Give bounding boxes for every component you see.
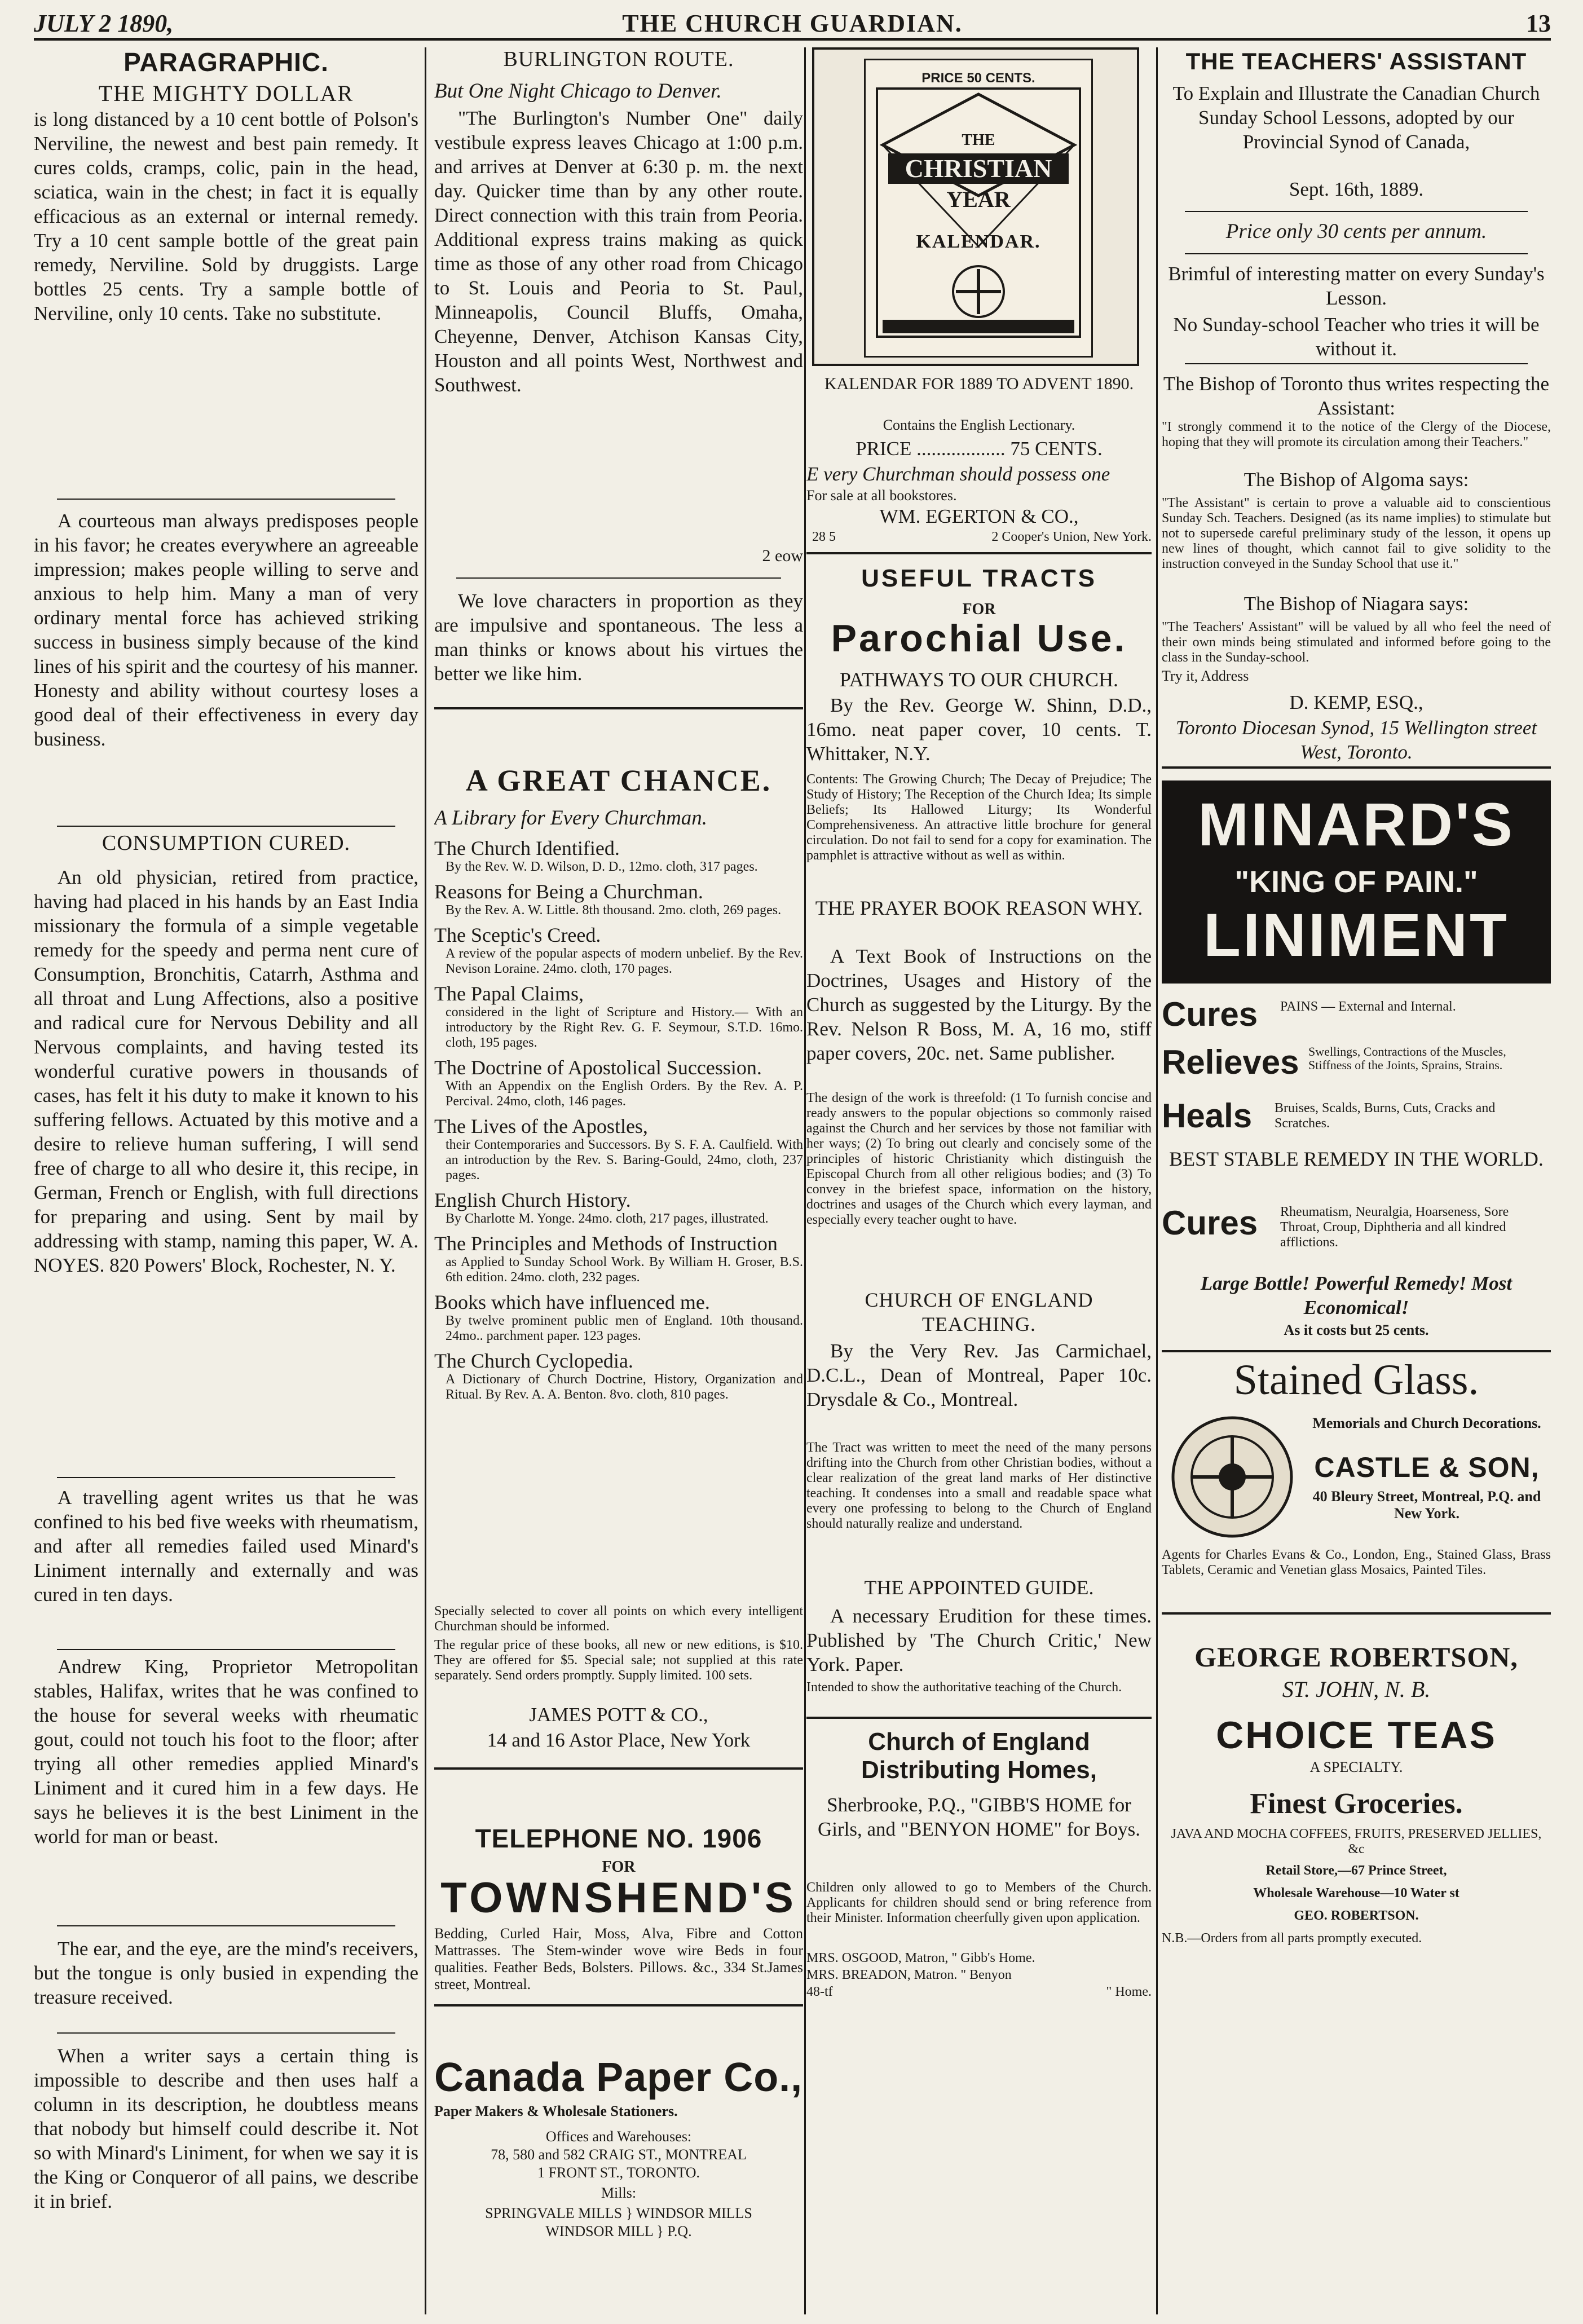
publisher-name: JAMES POTT & CO., — [529, 1704, 708, 1726]
finest-groceries: Finest Groceries. — [1250, 1788, 1463, 1820]
book-list-item — [434, 924, 803, 977]
tracts-big: Parochial Use. — [831, 617, 1127, 660]
tract-heading: PATHWAYS TO OUR CHURCH. — [839, 668, 1119, 691]
robertson-place: ST. JOHN, N. B. — [1282, 1677, 1431, 1702]
ad-subheading: But One Night Chicago to Denver. — [434, 80, 722, 103]
ad-line: 1 FRONT ST., TORONTO. — [537, 2164, 700, 2181]
book-title: The Papal Claims, — [434, 982, 584, 1005]
homes-heading: Church of England Distributing Homes, — [861, 1728, 1097, 1784]
book-title: The Church Identified. — [434, 837, 620, 859]
calendar-line: E very Churchman should possess one — [806, 463, 1110, 485]
castle-and-son: CASTLE & SON, — [1314, 1452, 1540, 1483]
ad-rule — [434, 2004, 803, 2007]
groceries-line: Wholesale Warehouse—10 Water st — [1253, 1886, 1459, 1900]
article-characters: We love characters in proportion as they are impulsive and spontaneous. The less a man thinks or knows about his virtues the better we like him. — [434, 590, 803, 685]
minards-word: MINARD'S — [1198, 790, 1515, 858]
tract-heading: THE APPOINTED GUIDE. — [864, 1576, 1094, 1599]
tract-church-teaching: By the Very Rev. Jas Carmichael, D.C.L., Dean of Montreal, Paper 10c. Drysdale & Co., Montreal. — [806, 1340, 1152, 1410]
article-travelling-agent: A travelling agent writes us that he was confined to his bed five weeks with rheumatism, and after all remedies failed used Minard's Liniment internally and externally and was cured in ten days. — [34, 1487, 418, 1606]
book-description: With an Appendix on the English Orders. By the Rev. A. P. Percival. 24mo, cloth, 146 pages. — [446, 1079, 803, 1109]
book-list-item — [434, 982, 803, 1051]
cover-title: YEAR — [946, 187, 1011, 212]
separator — [57, 1925, 395, 1926]
canada-paper-sub: Paper Makers & Wholesale Stationers. — [434, 2103, 678, 2119]
ad-heading-burlington: BURLINGTON ROUTE. — [503, 47, 734, 71]
best-stable-remedy: BEST STABLE REMEDY IN THE WORLD. — [1169, 1148, 1544, 1170]
tract-heading: THE PRAYER BOOK REASON WHY. — [815, 897, 1143, 919]
article-andrew-king: Andrew King, Proprietor Metropolitan stables, Halifax, writes that he was confined to the house for several weeks with rheumatic gout, could not touch his foot to the floor; after trying all other remedies applied Minard's Liniment and it cured him in a few days. He says he believes it is the best Liniment in the world for man or beast. — [34, 1656, 418, 1847]
stained-glass-agents: Agents for Charles Evans & Co., London, Eng., Stained Glass, Brass Tablets, Ceramic and Venetian glass Mosaics, Painted Tiles. — [1162, 1547, 1551, 1577]
calendar-publisher: WM. EGERTON & CO., — [879, 505, 1079, 527]
cover-title: CHRISTIAN — [888, 153, 1069, 184]
heals-word: Heals — [1162, 1097, 1253, 1135]
book-title: The Sceptic's Creed. — [434, 924, 601, 946]
ad-rule — [1162, 1612, 1551, 1615]
ad-code: 2 eow — [762, 546, 803, 565]
book-description: as Applied to Sunday School Work. By William H. Groser, B.S. 6th edition. 24mo. cloth, 232 pages. — [446, 1255, 803, 1285]
book-title: The Church Cyclopedia. — [434, 1350, 633, 1372]
choice-teas: CHOICE TEAS — [1216, 1714, 1497, 1757]
separator — [456, 577, 781, 579]
separator — [1185, 363, 1527, 364]
bishop-quote: "The Assistant" is certain to prove a valuable aid to conscientious Sunday Sch. Teachers. Designed (as its name implies) to stimulate but not to supersede careful preliminary study of the lesson, it opens up new lines of thought, which cannot fail to give solidity to the instruction conveyed in the Sunday School that use it." — [1162, 496, 1551, 571]
book-list-item — [434, 837, 803, 875]
groceries-line: N.B.—Orders from all parts promptly executed. — [1162, 1931, 1422, 1946]
column-divider — [1156, 47, 1158, 2314]
page-date: JULY 2 1890, — [34, 10, 174, 37]
minards-liniment-banner — [1162, 780, 1551, 984]
stained-glass-medallion-icon — [1167, 1412, 1297, 1542]
book-list-item — [434, 1232, 803, 1285]
groceries-line: Retail Store,—67 Prince Street, — [1265, 1863, 1447, 1878]
relieves-word: Relieves — [1162, 1043, 1299, 1081]
calendar-line: For sale at all bookstores. — [806, 487, 957, 504]
tract-church-teaching-small: The Tract was written to meet the need of the many persons drifting into the Church from other Christian bodies, without a clear realization of the great land marks of Her distinctive teaching. It condenses into a small and readable space what every one professing to belong to the Church of England should naturally realize and understand. — [806, 1440, 1152, 1531]
teachers-line: Try it, Address — [1162, 668, 1249, 684]
separator — [57, 1649, 395, 1650]
groceries-line: GEO. ROBERTSON. — [1294, 1908, 1419, 1923]
book-title: Books which have influenced me. — [434, 1291, 710, 1313]
heals-text: Bruises, Scalds, Burns, Cuts, Cracks and Scratches. — [1275, 1101, 1496, 1131]
teachers-line: The Bishop of Algoma says: — [1244, 469, 1469, 491]
ad-rule — [434, 707, 803, 709]
cover-plate — [864, 59, 1093, 358]
cover-the: THE — [962, 131, 995, 149]
ad-code: 28 5 — [812, 530, 836, 544]
column-3 — [806, 47, 1152, 2314]
book-note: The regular price of these books, all new or new editions, is $10. They are offered for $5. Special sale; not supplied at this rate separately. Send orders promptly. Supply limited. 100 sets. — [434, 1638, 803, 1683]
tract-prayer-book-small: The design of the work is threefold: (1 To furnish concise and ready answers to the popular objections so commonly raised against the Church and her services by those not familiar with her ways; (2) To bring out clearly and concisely some of the principles of historic Christianity which distinguish the Episcopal Church from all other religious bodies; and (3) To convey in the briefest space, information on the history, doctrines and usages of the Church which every layman, and especially every teacher ought to have. — [806, 1091, 1152, 1227]
homes-matron: MRS. BREADON, Matron. " Benyon — [806, 1968, 1012, 1982]
book-title: Reasons for Being a Churchman. — [434, 880, 703, 903]
heals-row — [1162, 1096, 1551, 1139]
book-description: A Dictionary of Church Doctrine, History, Organization and Ritual. By Rev. A. A. Benton. 8vo. cloth, 810 pages. — [446, 1372, 803, 1402]
calendar-caption: KALENDAR FOR 1889 TO ADVENT 1890. — [824, 374, 1134, 393]
article-heading: THE MIGHTY DOLLAR — [98, 81, 354, 106]
large-bottle: Large Bottle! Powerful Remedy! Most Economical! — [1200, 1272, 1513, 1318]
page-number: 13 — [1526, 10, 1551, 37]
relieves-row — [1162, 1043, 1551, 1088]
book-title: The Doctrine of Apostolical Succession. — [434, 1056, 762, 1079]
calendar-address: 2 Cooper's Union, New York. — [991, 530, 1152, 544]
cover-kalendar: KALENDAR. — [916, 231, 1041, 252]
tract-prayer-book: A Text Book of Instructions on the Doctrines, Usages and History of the Church as suggested by the Liturgy. By the Rev. Nelson R Boss, M. A, 16 mo, stiff paper covers, 20c. net. Same publisher. — [806, 945, 1152, 1064]
teachers-address: Toronto Diocesan Synod, 15 Wellington street West, Toronto. — [1175, 717, 1537, 763]
column-divider — [425, 47, 426, 2314]
specialty: A SPECIALTY. — [1309, 1759, 1403, 1775]
homes-small: Children only allowed to go to Members of the Church. Applicants for children should send or bring reference from their Minister. Information cheerfully given upon application. — [806, 1880, 1152, 1925]
teachers-line: No Sunday-school Teacher who tries it will be without it. — [1173, 314, 1540, 360]
teachers-assistant-heading: THE TEACHERS' ASSISTANT — [1185, 48, 1527, 74]
separator — [1185, 211, 1527, 212]
telephone-heading: TELEPHONE NO. 1906 — [475, 1824, 762, 1853]
townshend-name: TOWNSHEND'S — [440, 1874, 797, 1922]
teachers-address: D. KEMP, ESQ., — [1289, 691, 1423, 713]
robertson-heading: GEORGE ROBERTSON, — [1194, 1641, 1518, 1673]
ad-code: 48-tf — [806, 1985, 833, 1999]
separator — [57, 1477, 395, 1478]
homes-matron: MRS. OSGOOD, Matron, " Gibb's Home. — [806, 1951, 1035, 1965]
bishop-quote: "The Teachers' Assistant" will be valued by all who feel the need of their own minds being stimulated and informed before going to the class in the Sunday-school. — [1162, 620, 1551, 665]
ad-rule — [1162, 766, 1551, 769]
book-list-item — [434, 1056, 803, 1109]
teachers-line: The Bishop of Toronto thus writes respecting the Assistant: — [1163, 373, 1550, 419]
book-title: The Principles and Methods of Instruction — [434, 1232, 778, 1255]
ad-for: FOR — [962, 601, 996, 618]
cures-word: Cures — [1162, 995, 1258, 1033]
ad-rule — [1162, 1350, 1551, 1352]
tracts-heading: USEFUL TRACTS — [861, 565, 1097, 592]
homes-ad: Sherbrooke, P.Q., "GIBB'S HOME for Girls, and "BENYON HOME" for Boys. — [817, 1794, 1140, 1840]
ad-burlington-route: "The Burlington's Number One" daily vestibule express leaves Chicago at 1:00 p.m. and arrives at Denver at 6:30 p. m. the next day. Quicker time than by any other route. Direct connection with this train from Peoria. Additional express trains making as quick time as those of any other road from Chicago to St. Louis and Peoria to St. Paul, Minneapolis, Council Bluffs, Omaha, Cheyenne, Denver, Atchison Kansas City, Houston and all points West, Northwest and Southwest. — [434, 107, 803, 396]
book-title: English Church History. — [434, 1189, 631, 1211]
cures-word: Cures — [1162, 1204, 1258, 1242]
bishop-quote: "I strongly commend it to the notice of the Clergy of the Diocese, hoping that they will promote its circulation among their Teachers." — [1162, 420, 1551, 449]
book-list-item — [434, 1189, 803, 1227]
column-1 — [34, 47, 418, 2314]
ad-line: Mills: — [601, 2185, 637, 2201]
tract-pathways-small: Contents: The Growing Church; The Decay of Prejudice; The Study of History; The Reception of the Church Idea; Its simple Beliefs; Its Hallowed Liturgy; Its Wonderful Comprehensiveness. An attractive little brochure for general circulation. Do not fail to send for a copy for examination. The pamphlet is attractive without as well as within. — [806, 772, 1152, 863]
calendar-line: Contains the English Lectionary. — [883, 417, 1075, 433]
article-consumption-cured: An old physician, retired from practice, having had placed in his hands by an East India missionary the formula of a simple vegetable remedy for the speedy and perma nent cure of Consumption, Bronchitis, Catarrh, Asthma and all throat and Lung Affections, also a positive and radical cure for Nervous Debility and all Nervous complaints, and having tested its wonderful curative powers in thousands of cases, has felt it his duty to make it known to his suffering fellows. Actuated by this motive and a desire to relieve human suffering, I will send free of charge to all who desire it, this recipe, in German, French or English, with full directions for preparing and using. Sent by mail by addressing with stamp, naming this paper, W. A. NOYES. 820 Powers' Block, Rochester, N. Y. — [34, 866, 418, 1276]
groceries-line: JAVA AND MOCHA COFFEES, FRUITS, PRESERVED JELLIES, &c — [1171, 1827, 1542, 1856]
book-description: By twelve prominent public men of England. 10th thousand. 24mo.. parchment paper. 123 pages. — [446, 1313, 803, 1343]
calendar-price: PRICE .................. 75 CENTS. — [856, 438, 1103, 460]
tract-appointed-guide-small: Intended to show the authoritative teaching of the Church. — [806, 1680, 1122, 1695]
tract-appointed-guide: A necessary Erudition for these times. Published by 'The Church Critic,' New York. Paper. — [806, 1605, 1152, 1675]
book-description: their Contemporaries and Successors. By S. F. A. Caulfield. With an introduction by the Rev. S. Baring-Gould, 24mo, cloth, 237 pages. — [446, 1137, 803, 1183]
cover-price: PRICE 50 CENTS. — [921, 70, 1035, 86]
ad-subheading: A Library for Every Churchman. — [434, 806, 708, 830]
article-courteous-man: A courteous man always predisposes people in his favor; he creates everywhere an agreeable impression; makes people willing to serve and anxious to help him. Many a man of very ordinary mental force has achieved striking success in business simply because of the kind lines of his spirit and the courtesy of his manner. Honesty and ability without courtesy loses a good deal of their effectiveness in every day business. — [34, 510, 418, 750]
teachers-line: To Explain and Illustrate the Canadian Church Sunday School Lessons, adopted by our Provincial Synod of Canada, — [1172, 82, 1540, 153]
ad-line: 78, 580 and 582 CRAIG ST., MONTREAL — [491, 2146, 747, 2163]
book-description: By the Rev. A. W. Little. 8th thousand. 2mo. cloth, 269 pages. — [446, 903, 782, 918]
stained-glass-line: 40 Bleury Street, Montreal, P.Q. and New York. — [1312, 1488, 1541, 1522]
section-title-paragraphic: PARAGRAPHIC. — [124, 47, 329, 77]
tract-heading: CHURCH OF ENGLAND TEACHING. — [865, 1289, 1093, 1335]
cures-text: Rheumatism, Neuralgia, Hoarseness, Sore Throat, Croup, Diphtheria and all kindred afflictions. — [1280, 1205, 1509, 1250]
column-2 — [434, 47, 803, 2314]
masthead-title: THE CHURCH GUARDIAN. — [622, 10, 963, 37]
book-list — [434, 837, 803, 1408]
article-writer-describe: When a writer says a certain thing is impossible to describe and then uses half a column in its description, he doubtless means that nobody but himself could describe it. Not so with Minard's Liniment, for when we say it is the King or Conqueror of all pains, we describe it in brief. — [34, 2045, 418, 2212]
article-mighty-dollar: is long distanced by a 10 cent bottle of Polson's Nerviline, the newest and best pain remedy. It cures colds, cramps, colic, pain in the head, sciatica, wain in the chest; in fact it is equally efficacious as an external or internal remedy. Try a 10 cent sample bottle of the great pain remedy, Nerviline. Sold by druggists. Large bottles 25 cents. Try a sample bottle of Nerviline, only 10 cents. Take no substitute. — [34, 108, 418, 324]
homes-matron: " Home. — [1106, 1985, 1152, 1999]
teachers-date: Sept. 16th, 1889. — [1289, 178, 1424, 200]
separator — [1185, 253, 1527, 254]
teachers-line: Brimful of interesting matter on every Sunday's Lesson. — [1168, 263, 1545, 309]
king-of-pain: "KING OF PAIN." — [1234, 865, 1478, 899]
christian-year-cover — [812, 47, 1139, 366]
stained-glass-heading: Stained Glass. — [1233, 1356, 1479, 1404]
publisher-address: 14 and 16 Astor Place, New York — [487, 1729, 751, 1751]
tract-pathways: By the Rev. George W. Shinn, D.D., 16mo. neat paper cover, 10 cents. T. Whittaker, N.Y. — [806, 694, 1152, 765]
ad-for: FOR — [602, 1858, 636, 1876]
cures-text: PAINS — External and Internal. — [1280, 999, 1456, 1014]
book-title: The Lives of the Apostles, — [434, 1115, 648, 1137]
relieves-text: Swellings, Contractions of the Muscles, Stiffness of the Joints, Sprains, Strains. — [1308, 1044, 1506, 1072]
ad-rule — [806, 1717, 1152, 1719]
ad-rule — [434, 1767, 803, 1770]
ad-line: Offices and Warehouses: — [545, 2128, 692, 2145]
book-note: Specially selected to cover all points on which every intelligent Churchman should be informed. — [434, 1604, 803, 1634]
stained-glass-line: Memorials and Church Decorations. — [1312, 1415, 1541, 1431]
townshend-ad: Bedding, Curled Hair, Moss, Alva, Fibre and Cotton Mattrasses. The Stem-winder wove wire Beds in four qualities. Feather Beds, Bolsters. Pillows. &c., 334 St.James street, Montreal. — [434, 1925, 803, 1992]
separator — [57, 826, 395, 827]
book-description: A review of the popular aspects of modern unbelief. By the Rev. Nevison Loraine. 24mo. cloth, 170 pages. — [446, 946, 803, 976]
book-list-item — [434, 1291, 803, 1344]
ad-heading-great-chance: A GREAT CHANCE. — [465, 764, 772, 797]
teachers-price: Price only 30 cents per annum. — [1225, 220, 1487, 243]
ad-rule — [806, 552, 1152, 554]
book-list-item — [434, 880, 803, 918]
column-4 — [1162, 47, 1551, 2314]
article-heading: CONSUMPTION CURED. — [102, 831, 351, 855]
separator — [57, 499, 395, 500]
cures-row — [1162, 995, 1551, 1040]
ad-line: WINDSOR MILL } P.Q. — [545, 2223, 692, 2239]
column-divider — [804, 47, 806, 2314]
separator — [57, 2032, 395, 2034]
ad-line: SPRINGVALE MILLS } WINDSOR MILLS — [485, 2205, 752, 2221]
cures-row — [1162, 1203, 1551, 1249]
article-ear-and-eye: The ear, and the eye, are the mind's receivers, but the tongue is only busied in expending the treasure received. — [34, 1938, 418, 2008]
book-description: considered in the light of Scripture and History.— With an introductory by the Right Rev. G. F. Seymour, S.T.D. 16mo. cloth, 195 pages. — [446, 1005, 803, 1050]
canada-paper-name: Canada Paper Co., — [434, 2055, 803, 2100]
book-description: By the Rev. W. D. Wilson, D. D., 12mo. cloth, 317 pages. — [446, 859, 758, 874]
page-header — [34, 6, 1551, 41]
liniment-word: LINIMENT — [1203, 901, 1509, 969]
teachers-line: The Bishop of Niagara says: — [1244, 593, 1469, 615]
book-list-item — [434, 1115, 803, 1183]
book-list-item — [434, 1350, 803, 1403]
book-description: By Charlotte M. Yonge. 24mo. cloth, 217 pages, illustrated. — [446, 1211, 769, 1226]
cost-line: As it costs but 25 cents. — [1284, 1322, 1429, 1338]
